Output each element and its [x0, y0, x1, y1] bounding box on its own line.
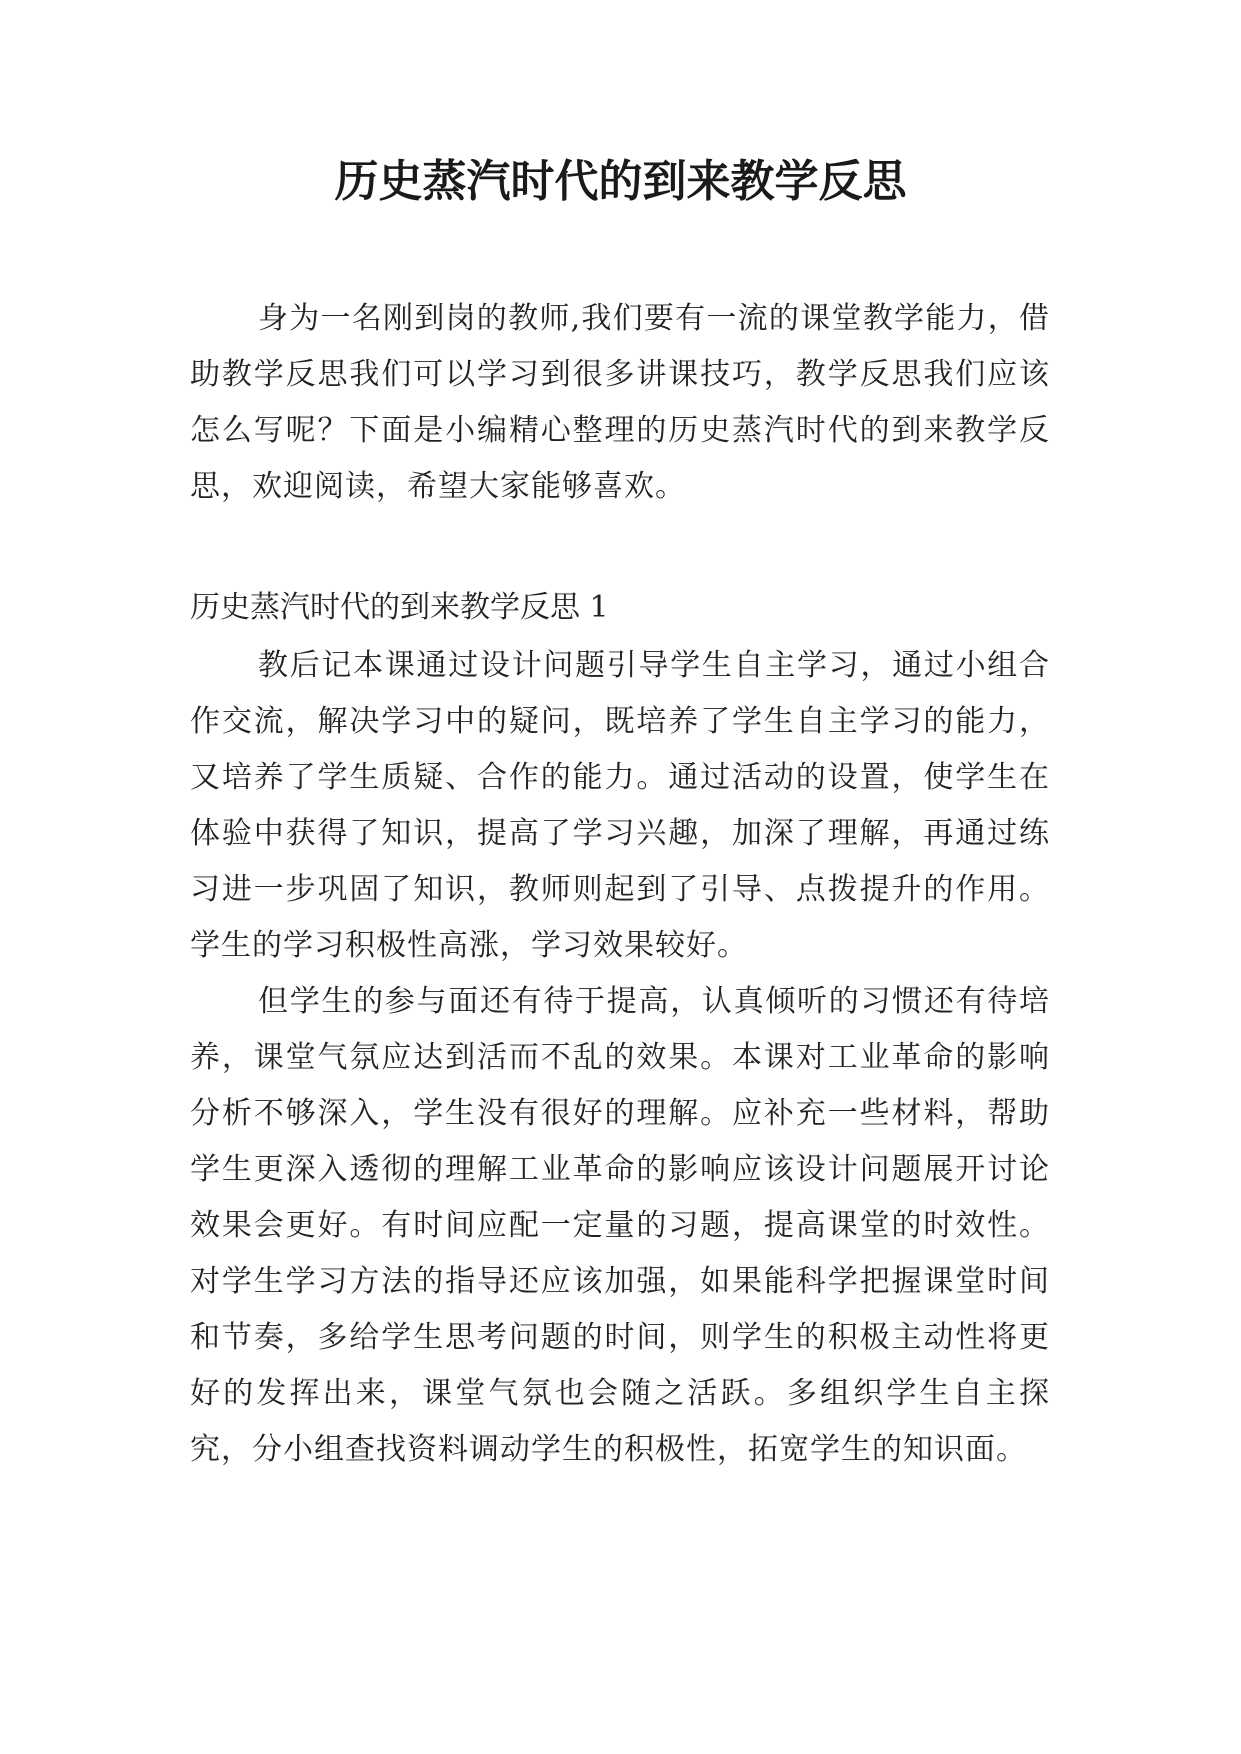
body-paragraph-2: 但学生的参与面还有待于提高，认真倾听的习惯还有待培养，课堂气氛应达到活而不乱的效果。本课对工业革命的影响分析不够深入，学生没有很好的理解。应补充一些材料，帮助学生更深入透彻的理解工业革命的影响应该设计问题展开讨论效果会更好。有时间应配一定量的习题，提高课堂的时效性。对学生学习方法的指导还应该加强，如果能科学把握课堂时间和节奏，多给学生思考问题的时间，则学生的积极主动性将更好的发挥出来，课堂气氛也会随之活跃。多组织学生自主探究，分小组查找资料调动学生的积极性，拓宽学生的知识面。 — [190, 984, 1050, 1467]
section-heading: 历史蒸汽时代的到来教学反思 1 — [190, 590, 609, 625]
intro-paragraph: 身为一名刚到岗的教师,我们要有一流的课堂教学能力，借助教学反思我们可以学习到很多讲课技巧，教学反思我们应该怎么写呢？下面是小编精心整理的历史蒸汽时代的到来教学反思，欢迎阅读，希望大家能够喜欢。 — [190, 301, 1050, 504]
body-paragraph-1: 教后记本课通过设计问题引导学生自主学习，通过小组合作交流，解决学习中的疑问，既培养了学生自主学习的能力，又培养了学生质疑、合作的能力。通过活动的设置，使学生在体验中获得了知识，提高了学习兴趣，加深了理解，再通过练习进一步巩固了知识，教师则起到了引导、点拨提升的作用。学生的学习积极性高涨，学习效果较好。 — [190, 648, 1050, 963]
section-body — [190, 638, 1050, 1478]
document-title: 历史蒸汽时代的到来教学反思 — [334, 156, 907, 207]
intro-section — [190, 291, 1050, 515]
